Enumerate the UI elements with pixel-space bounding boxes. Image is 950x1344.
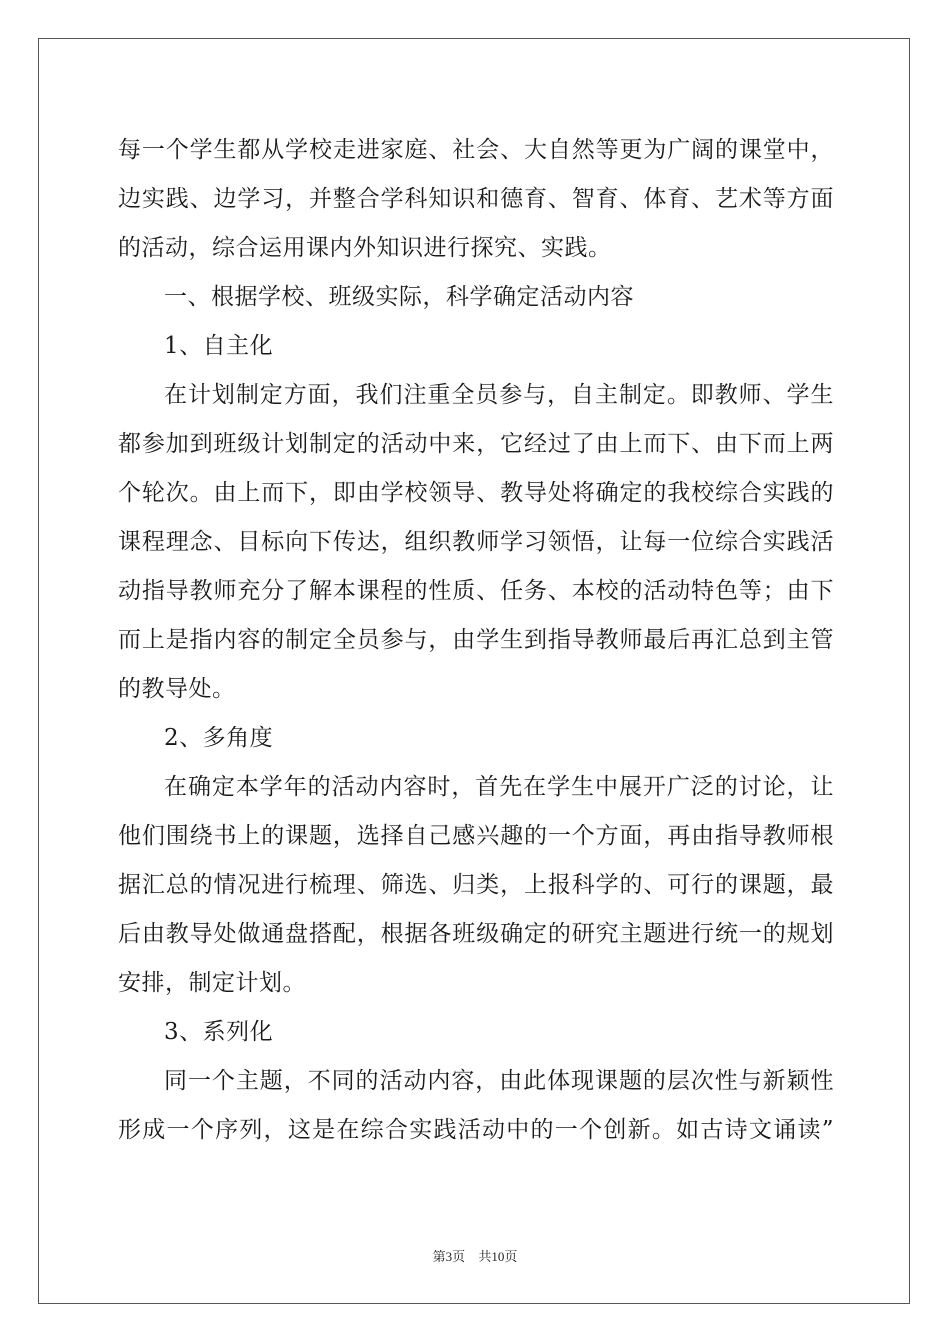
document-body (118, 126, 834, 1155)
text-line: 的活动，综合运用课内外知识进行探究、实践。 (118, 235, 612, 261)
text-line: 一、根据学校、班级实际，科学确定活动内容 (164, 284, 634, 310)
text-line: 在计划制定方面，我们注重全员参与，自主制定。即教师、学生 (164, 382, 834, 408)
page-footer (0, 1246, 950, 1265)
text-line: 而上是指内容的制定全员参与，由学生到指导教师最后再汇总到主管 (118, 627, 834, 653)
text-line: 后由教导处做通盘搭配，根据各班级确定的研究主题进行统一的规划 (118, 921, 834, 947)
current-page-number: 第3页 (432, 1249, 466, 1264)
total-page-count: 共10页 (478, 1249, 518, 1264)
text-line: 的教导处。 (118, 676, 236, 702)
text-line: 据汇总的情况进行梳理、筛选、归类，上报科学的、可行的课题，最 (118, 872, 834, 898)
text-line: 他们围绕书上的课题，选择自己感兴趣的一个方面，再由指导教师根 (118, 823, 834, 849)
text-line: 形成一个序列，这是在综合实践活动中的一个创新。如古诗文诵读” (118, 1117, 834, 1143)
text-line: 3、系列化 (164, 1019, 274, 1045)
text-line: 同一个主题，不同的活动内容，由此体现课题的层次性与新颖性 (164, 1068, 834, 1094)
text-line: 在确定本学年的活动内容时，首先在学生中展开广泛的讨论，让 (164, 774, 834, 800)
text-line: 课程理念、目标向下传达，组织教师学习领悟，让每一位综合实践活 (118, 529, 834, 555)
text-line: 2、多角度 (164, 725, 274, 751)
text-line: 个轮次。由上而下，即由学校领导、教导处将确定的我校综合实践的 (118, 480, 834, 506)
text-line: 动指导教师充分了解本课程的性质、任务、本校的活动特色等；由下 (118, 578, 834, 604)
text-line: 都参加到班级计划制定的活动中来，它经过了由上而下、由下而上两 (118, 431, 834, 457)
text-line: 边实践、边学习，并整合学科知识和德育、智育、体育、艺术等方面 (118, 186, 834, 212)
text-line: 每一个学生都从学校走进家庭、社会、大自然等更为广阔的课堂中， (118, 137, 834, 163)
text-line: 1、自主化 (164, 333, 274, 359)
text-line: 安排，制定计划。 (118, 970, 306, 996)
